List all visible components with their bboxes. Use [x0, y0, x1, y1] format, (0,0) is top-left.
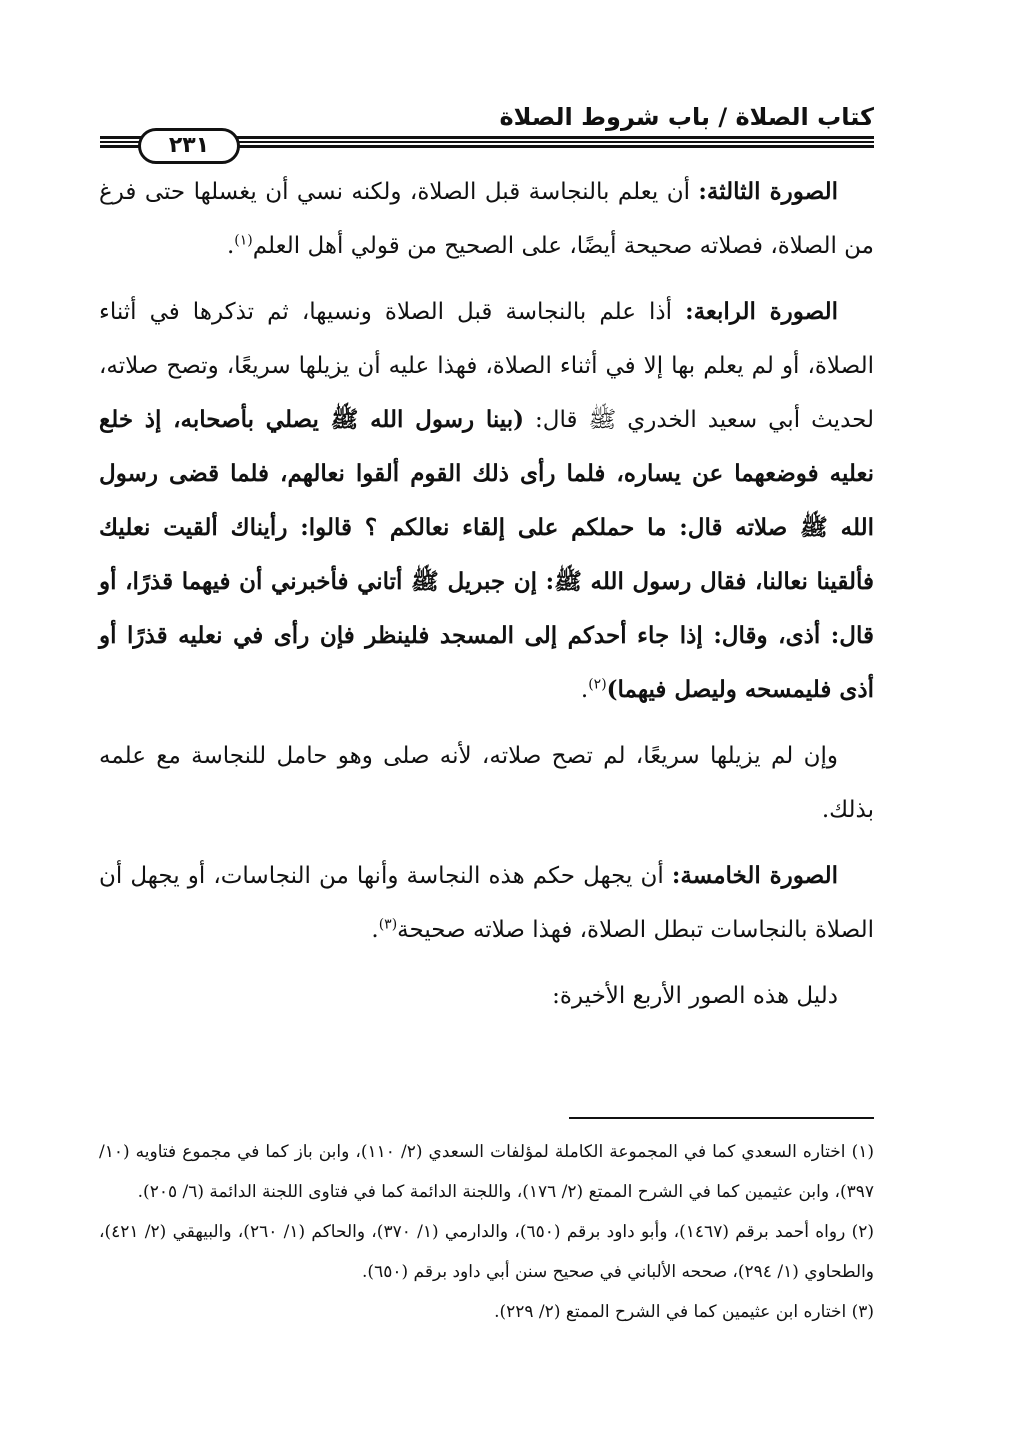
paragraph-end: .	[371, 917, 379, 943]
page-number: ٢٣١	[138, 128, 240, 164]
running-title: كتاب الصلاة / باب شروط الصلاة	[499, 103, 874, 131]
paragraph-not-removed	[99, 729, 874, 837]
footnote-ref[interactable]: (١)	[234, 232, 253, 249]
paragraph-lead: الصورة الخامسة:	[671, 862, 838, 889]
footnote-3: (٣) اختاره ابن عثيمين كما في الشرح الممتع (٢/ ٢٢٩).	[494, 1302, 874, 1322]
paragraph-end: .	[580, 677, 589, 703]
paragraph-lead: الصورة الرابعة:	[685, 298, 838, 325]
paragraph-fifth-case	[99, 849, 874, 957]
paragraph-text: دليل هذه الصور الأربع الأخيرة:	[552, 983, 838, 1009]
paragraph-text: أن يعلم بالنجاسة قبل الصلاة، ولكنه نسي أن يغسلها حتى فرغ من الصلاة، فصلاته صحيحة أيضًا، على الصحيح من قولي أهل العلم	[99, 179, 874, 259]
footnote-separator	[569, 1117, 874, 1119]
footnote-1: (١) اختاره السعدي كما في المجموعة الكاملة لمؤلفات السعدي (٢/ ١١٠)، وابن باز كما في مجموع فتاويه (١٠/ ٣٩٧)، وابن عثيمين كما في الشرح الممتع (٢/ ١٧٦)، واللجنة الدائمة كما في فتاوى اللجنة الدائمة (٦/ ٢٠٥).	[99, 1142, 874, 1202]
footnote-ref[interactable]: (٣)	[378, 916, 398, 933]
footnote-ref[interactable]: (٢)	[588, 676, 607, 693]
hadith-quote: (بينا رسول الله ﷺ يصلي بأصحابه، إذ خلع نعليه فوضعهما عن يساره، فلما رأى ذلك القوم ألقوا نعالهم، فلما قضى رسول الله ﷺ صلاته قال: ما حملكم على إلقاء نعالكم ؟ قالوا: رأيناك ألقيت نعليك فألقينا نعالنا، فقال رسول الله ﷺ: إن جبريل ﷺ أتاني فأخبرني أن فيهما قذرًا، أو قال: أذى، وقال: إذا جاء أحدكم إلى المسجد فلينظر فإن رأى في نعليه قذرًا أو أذى فليمسحه وليصل فيهما)	[99, 406, 874, 703]
paragraph-third-case	[99, 165, 874, 273]
footnote-2: (٢) رواه أحمد برقم (١٤٦٧)، وأبو داود برقم (٦٥٠)، والدارمي (١/ ٣٧٠)، والحاكم (١/ ٢٦٠)، والبيهقي (٢/ ٤٢١)، والطحاوي (١/ ٢٩٤)، صححه الألباني في صحيح سنن أبي داود برقم (٦٥٠).	[99, 1222, 875, 1282]
paragraph-evidence-heading	[99, 969, 874, 1023]
paragraph-fourth-case	[99, 285, 874, 717]
main-text	[99, 165, 874, 1035]
paragraph-end: .	[226, 233, 235, 259]
paragraph-lead: الصورة الثالثة:	[698, 178, 838, 205]
paragraph-text: أن يجهل حكم هذه النجاسة وأنها من النجاسات، أو يجهل أن الصلاة بالنجاسات تبطل الصلاة، فهذا صلاته صحيحة	[99, 863, 874, 943]
footnotes	[99, 1132, 874, 1332]
paragraph-text: أذا علم بالنجاسة قبل الصلاة ونسيها، ثم تذكرها في أثناء الصلاة، أو لم يعلم بها إلا في أثناء الصلاة، فهذا عليه أن يزيلها سريعًا، وتصح صلاته، لحديث أبي سعيد الخدري ﷺ قال:	[99, 299, 875, 433]
paragraph-text: وإن لم يزيلها سريعًا، لم تصح صلاته، لأنه صلى وهو حامل للنجاسة مع علمه بذلك.	[99, 743, 874, 823]
